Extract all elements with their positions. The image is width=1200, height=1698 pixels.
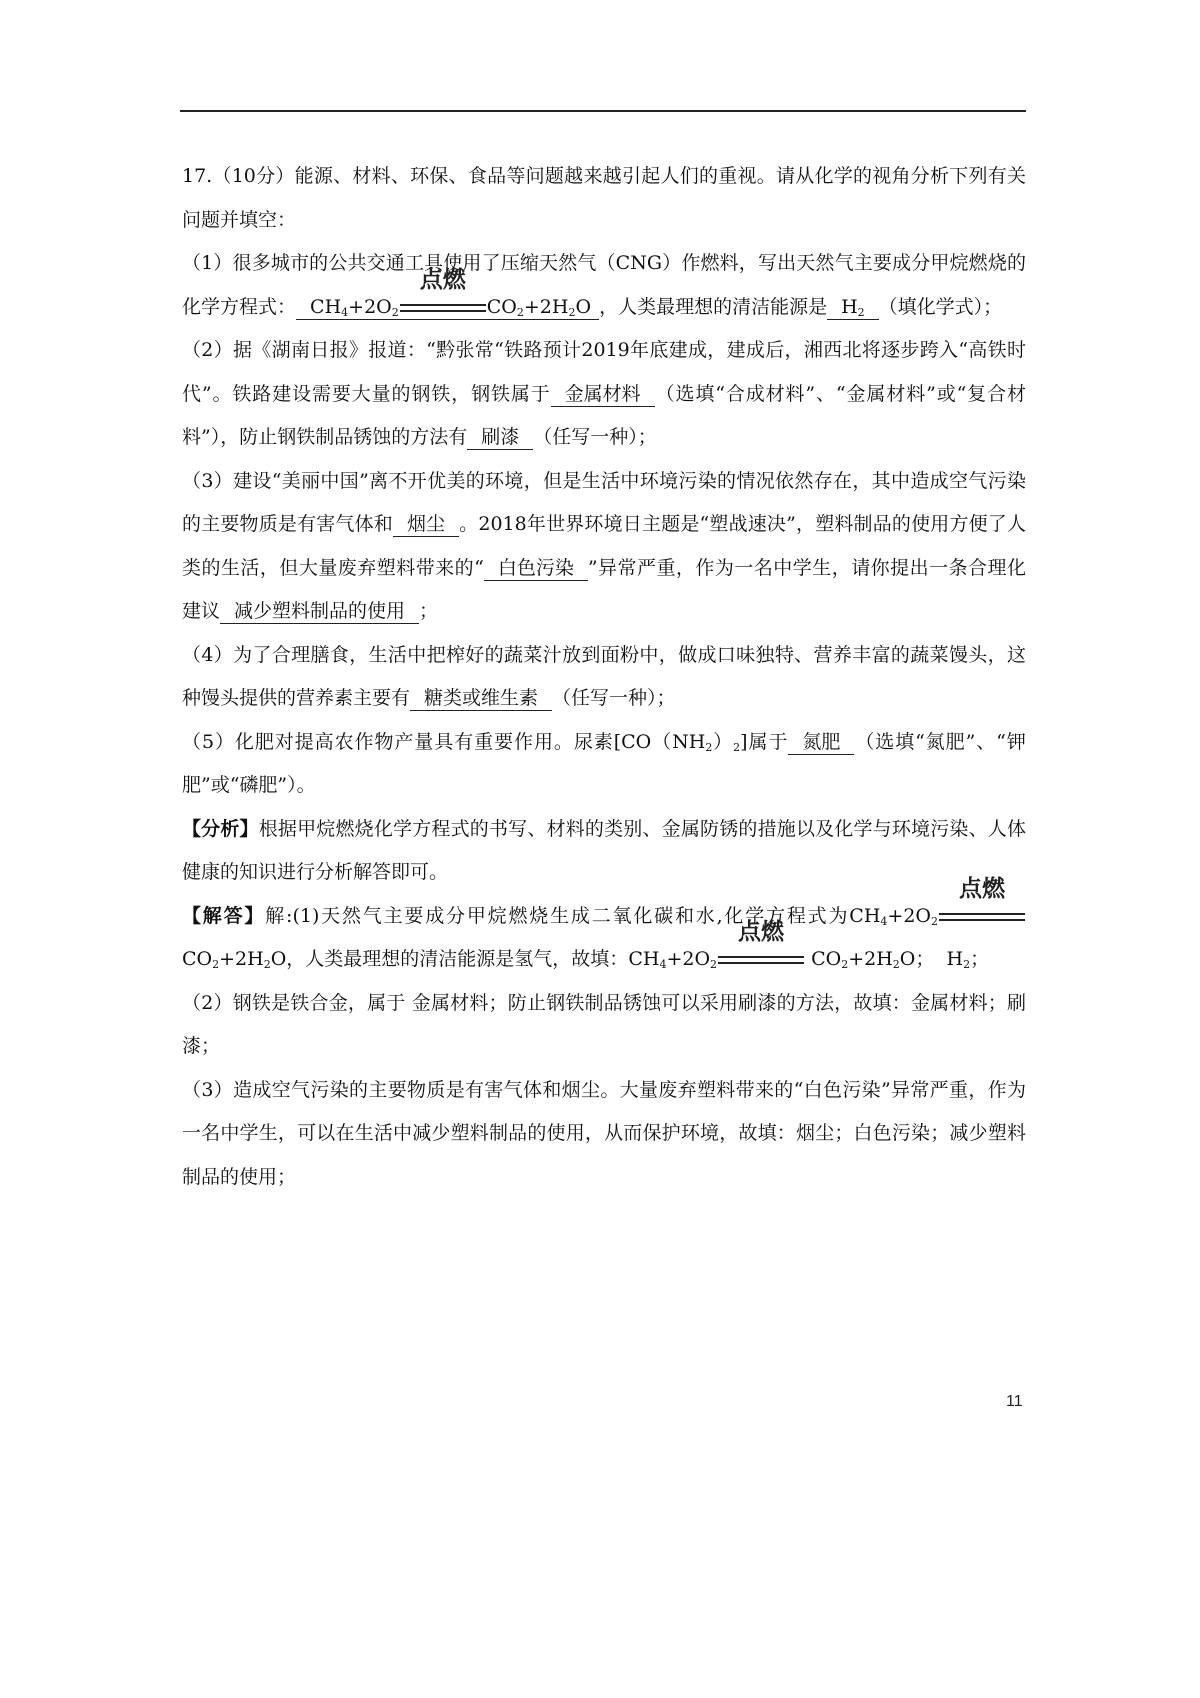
question-part-4: （4）为了合理膳食，生活中把榨好的蔬菜汁放到面粉中，做成口味独特、营养丰富的蔬菜馒头，这种馒头提供的营养素主要有 糖类或维生素 （任写一种）； [182, 643, 1026, 709]
header-rule [180, 110, 1026, 112]
analysis-label: 【分析】 [182, 817, 259, 840]
answer-blank-equation [296, 266, 599, 320]
reaction-arrow [400, 266, 486, 317]
answer-blank-h2: $H_2$ [827, 295, 879, 320]
answer-blank-fertilizer: 氮肥 [788, 730, 854, 755]
analysis: 【分析】根据甲烷燃烧化学方程式的书写、材料的类别、金属防锈的措施以及化学与环境污染、人体健康的知识进行分析解答即可。 [182, 817, 1026, 883]
answer-blank-white: 白色污染 [484, 556, 588, 581]
question-part-1: （1）很多城市的公共交通工具使用了压缩天然气（CNG）作燃料，写出天然气主要成分甲烷燃烧的化学方程式： $CH_4+2O_2$ 点燃 $CO_2+2H_2O$ ，人类最理想的清洁能源是 $H_2$ （填化学式）； [182, 252, 1026, 319]
reaction-arrow: 点燃 [718, 945, 804, 969]
answer-blank-dust: 烟尘 [393, 512, 459, 537]
reaction-condition: 点燃 [419, 266, 466, 293]
equation-lhs: $CH_4+2O_2$ [310, 295, 399, 319]
question-part-5: （5）化肥对提高农作物产量具有重要作用。尿素$[CO(NH_2)_2]$属于 氮肥 （选填“氮肥”、“钾肥”或“磷肥”）。 [182, 730, 1026, 796]
page-body [182, 155, 1026, 1199]
answer-blank-paint: 刷漆 [467, 425, 533, 450]
question-part-3: （3）建设“美丽中国”离不开优美的环境，但是生活中环境污染的情况依然存在，其中造成空气污染的主要物质是有害气体和 烟尘 。2018年世界环境日主题是“塑战速决”，塑料制品的使用方便了人类的生活，但大量废弃塑料带来的“ 白色污染 ”异常严重，作为一名中学生，请你提出一条合理化建议 减少塑料制品的使用 ； [182, 469, 1026, 622]
answer-blank-reduce: 减少塑料制品的使用 [220, 599, 419, 624]
solution-part-1: 【解答】解:(1)天然气主要成分甲烷燃烧生成二氧化碳和水,化学方程式为$CH_4+2O_2$ 点燃 $CO_2+2H_2O$，人类最理想的清洁能源是氢气，故填：$CH_4+2O_2$ 点燃 $CO_2+2H_2O$； $H_2$； [182, 895, 1026, 982]
solution-part-3: （3）造成空气污染的主要物质是有害气体和烟尘。大量废弃塑料带来的“白色污染”异常严重，作为一名中学生，可以在生活中减少塑料制品的使用，从而保护环境，故填：烟尘；白色污染；减少塑料制品的使用； [182, 1078, 1026, 1188]
answer-blank-metal: 金属材料 [551, 382, 655, 407]
answer-blank-nutrient: 糖类或维生素 [410, 686, 552, 711]
solution-part-2: （2）钢铁是铁合金，属于 金属材料；防止钢铁制品锈蚀可以采用刷漆的方法，故填：金属材料；刷漆； [182, 991, 1026, 1057]
equation-rhs: $CO_2+2H_2O$ [486, 295, 592, 319]
page-number: 11 [1006, 1393, 1023, 1410]
question-part-2: （2）据《湖南日报》报道：“黔张常“铁路预计2019年底建成，建成后，湘西北将逐步跨入“高铁时代”。铁路建设需要大量的钢铁，钢铁属于 金属材料 （选填“合成材料”、“金属材料”或“复合材料”），防止钢铁制品锈蚀的方法有 刷漆 （任写一种）； [182, 339, 1026, 448]
reaction-arrow: 点燃 [939, 902, 1025, 926]
question-intro: 17.（10分）能源、材料、环保、食品等问题越来越引起人们的重视。请从化学的视角分析下列有关问题并填空： [182, 165, 1026, 231]
solution-label: 【解答】 [182, 904, 266, 927]
